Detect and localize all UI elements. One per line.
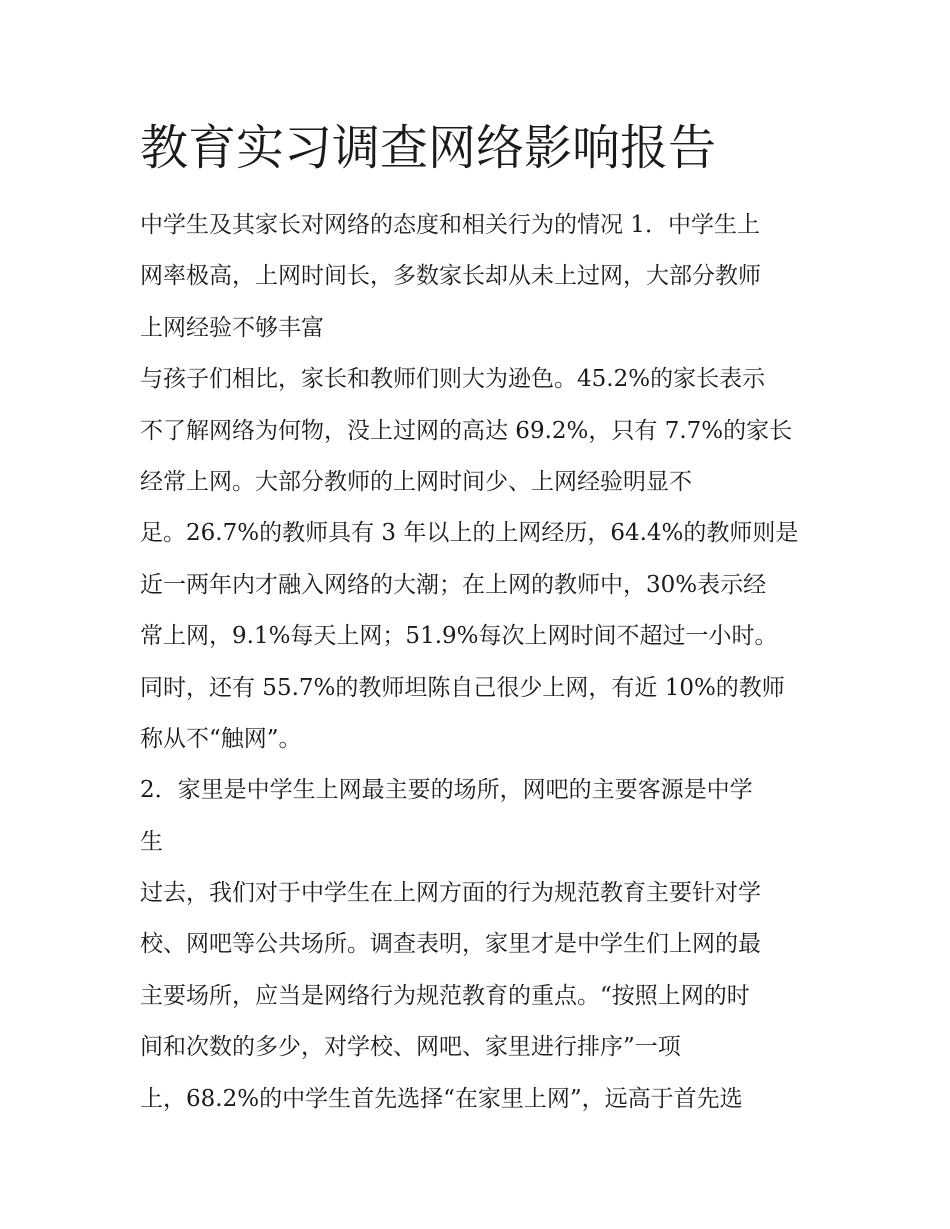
section-heading-line: 生 xyxy=(140,828,163,855)
text-line: 称从不“触网”。 xyxy=(140,725,302,752)
text-line: 网率极高，上网时间长，多数家长却从未上过网，大部分教师 xyxy=(140,263,761,290)
text-line: 近一两年内才融入网络的大潮；在上网的教师中，30%表示经 xyxy=(140,571,767,598)
text-line: 足。26.7%的教师具有 3 年以上的上网经历，64.4%的教师则是 xyxy=(140,520,799,547)
text-line: 上网经验不够丰富 xyxy=(140,314,324,341)
text-line: 中学生及其家长对网络的态度和相关行为的情况 1．中学生上 xyxy=(140,212,760,238)
section-heading-line: 2．家里是中学生上网最主要的场所，网吧的主要客源是中学 xyxy=(140,777,753,804)
document-body xyxy=(140,112,820,1125)
text-line: 过去，我们对于中学生在上网方面的行为规范教育主要针对学 xyxy=(140,880,761,907)
text-line: 间和次数的多少，对学校、网吧、家里进行排序”一项 xyxy=(140,1034,681,1061)
text-line: 主要场所，应当是网络行为规范教育的重点。“按照上网的时 xyxy=(140,982,750,1009)
text-line: 常上网，9.1%每天上网；51.9%每次上网时间不超过一小时。 xyxy=(140,623,778,650)
text-line: 上，68.2%的中学生首先选择“在家里上网”，远高于首先选 xyxy=(140,1085,743,1112)
text-line: 同时，还有 55.7%的教师坦陈自己很少上网，有近 10%的教师 xyxy=(140,674,785,701)
document-title: 教育实习调查网络影响报告 xyxy=(140,120,717,176)
text-line: 经常上网。大部分教师的上网时间少、上网经验明显不 xyxy=(140,468,692,495)
text-line: 校、网吧等公共场所。调查表明，家里才是中学生们上网的最 xyxy=(140,931,761,958)
text-line: 与孩子们相比，家长和教师们则大为逊色。45.2%的家长表示 xyxy=(140,366,766,393)
text-line: 不了解网络为何物，没上过网的高达 69.2%，只有 7.7%的家长 xyxy=(140,417,793,444)
